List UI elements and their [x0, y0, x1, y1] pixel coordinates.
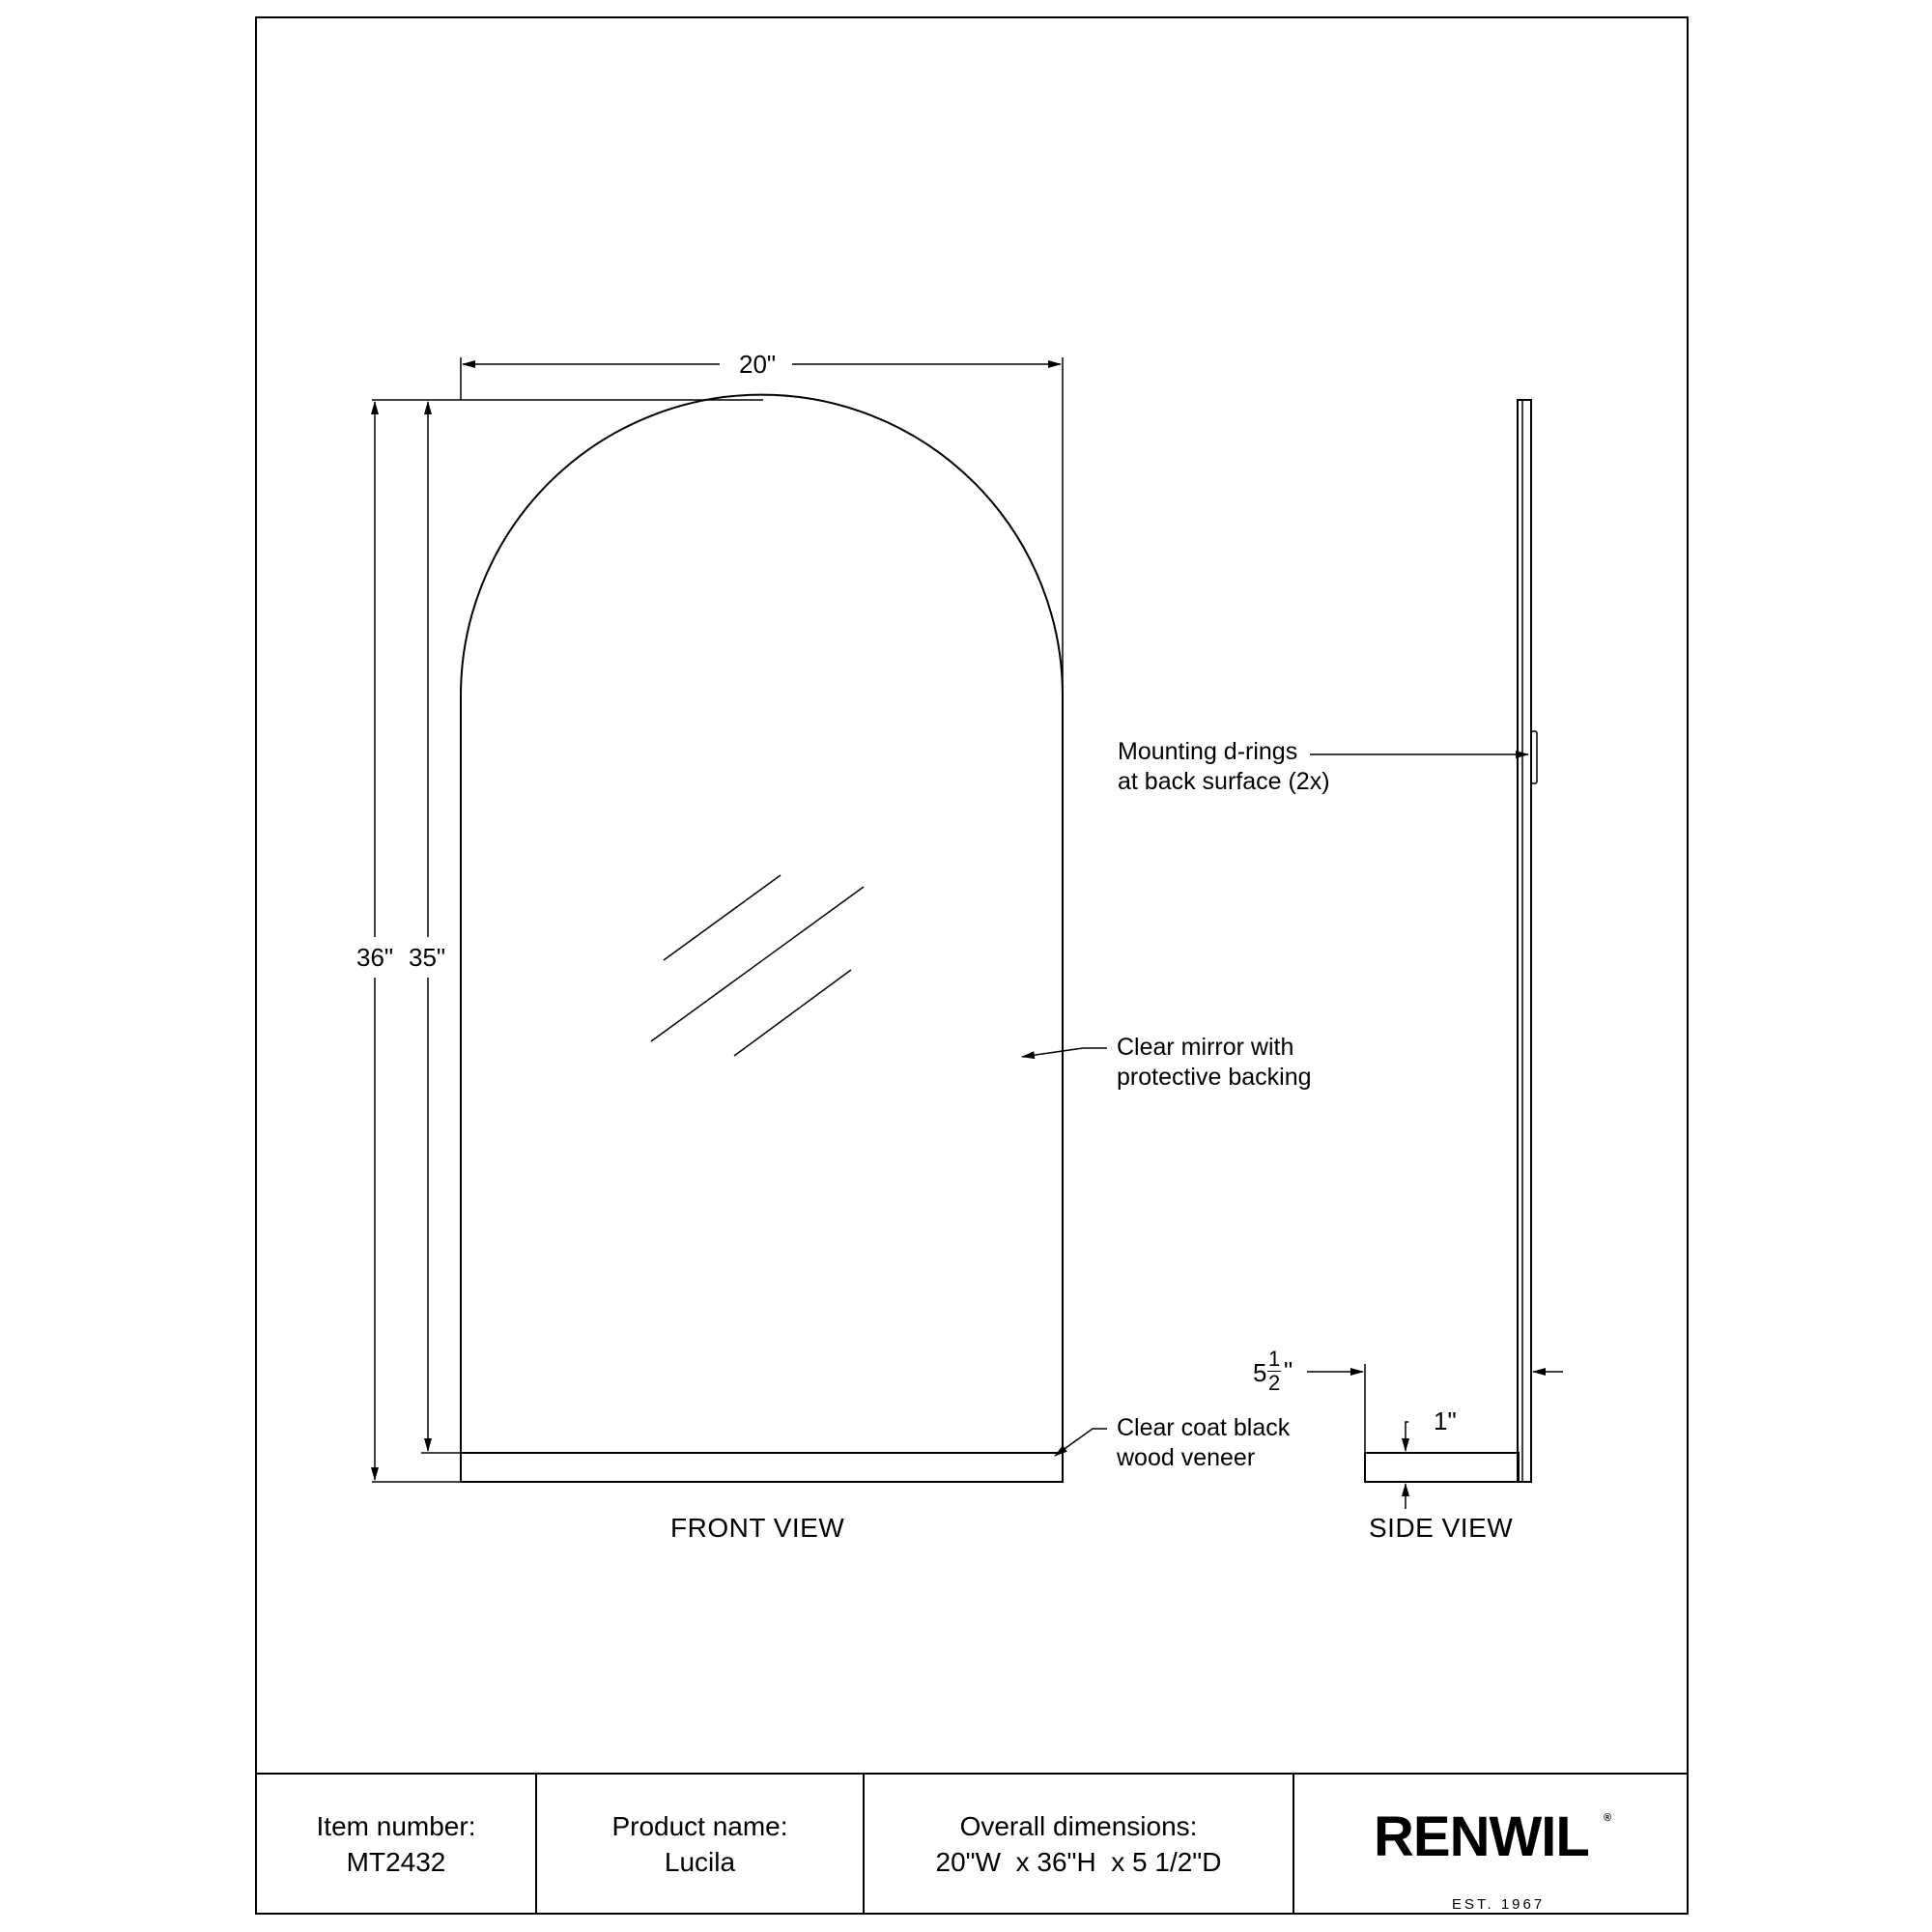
item-number-label: Item number: [316, 1810, 476, 1841]
sheet-border [256, 17, 1688, 1914]
depth-denominator-label: 2 [1268, 1371, 1281, 1395]
d-ring-callout-line1: Mounting d-rings [1118, 738, 1298, 765]
veneer-callout-line1: Clear coat black [1117, 1414, 1291, 1441]
item-number-cell [256, 1774, 536, 1914]
mirror-callout-line2: protective backing [1117, 1064, 1312, 1091]
overall-dimensions-value: 20"W x 36"H x 5 1/2"D [935, 1846, 1222, 1877]
base-thickness-arrow-top [1406, 1422, 1408, 1451]
depth-numerator-label: 1 [1268, 1347, 1281, 1371]
reflection-stroke-3 [734, 970, 851, 1056]
overall-dimensions-label: Overall dimensions: [959, 1810, 1198, 1841]
side-base [1365, 1453, 1519, 1482]
front-base-bar [461, 1453, 1063, 1482]
d-ring-callout-line2: at back surface (2x) [1118, 768, 1330, 795]
item-number-value: MT2432 [346, 1846, 446, 1877]
width-dimension-label: 20" [739, 350, 777, 379]
depth-quote-label: " [1284, 1356, 1293, 1385]
height-36-dimension-label: 36" [356, 943, 394, 972]
side-view-title: SIDE VIEW [1369, 1513, 1514, 1543]
registered-mark: ® [1604, 1812, 1612, 1824]
product-name-value: Lucila [664, 1846, 736, 1877]
established-label: EST. 1967 [1452, 1896, 1546, 1913]
product-name-label: Product name: [611, 1810, 788, 1841]
base-thickness-label: 1" [1434, 1406, 1457, 1435]
mirror-callout-line1: Clear mirror with [1117, 1034, 1294, 1061]
depth-whole-label: 5 [1253, 1358, 1267, 1387]
mirror-callout-leader [1022, 1048, 1107, 1057]
mirror-arch-outline [461, 395, 1063, 1482]
height-35-dimension-label: 35" [409, 943, 446, 972]
veneer-callout-line2: wood veneer [1117, 1444, 1256, 1471]
front-view-title: FRONT VIEW [670, 1513, 845, 1543]
side-panel-outer [1518, 400, 1531, 1482]
overall-dimensions-cell [864, 1774, 1293, 1914]
renwil-logo: RENWIL [1374, 1805, 1589, 1868]
reflection-stroke-2 [651, 887, 864, 1041]
product-name-cell [536, 1774, 864, 1914]
reflection-stroke-1 [664, 875, 781, 960]
